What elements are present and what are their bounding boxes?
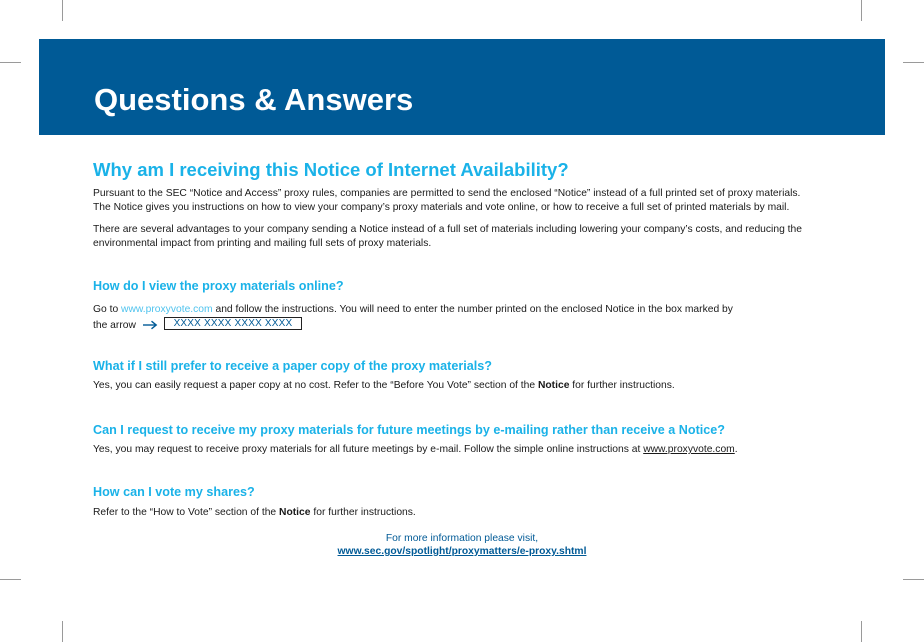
answer-text: Yes, you can easily request a paper copy at no cost. Refer to the “Before You Vote” section of the	[93, 380, 538, 391]
crop-mark	[0, 579, 21, 580]
question-view-online: How do I view the proxy materials online?	[93, 279, 344, 293]
notice-emphasis: Notice	[537, 380, 570, 391]
arrow-row	[93, 318, 293, 332]
control-number-box: XXXX XXXX XXXX XXXX	[164, 317, 302, 330]
question-paper-copy: What if I still prefer to receive a paper copy of the proxy materials?	[93, 359, 492, 373]
crop-mark	[0, 62, 21, 63]
answer-view-online	[93, 303, 833, 317]
answer-text: for further instructions.	[569, 380, 675, 391]
arrow-label: the arrow	[93, 319, 136, 331]
answer-text: Go to	[93, 304, 122, 315]
answer-text: for further instructions.	[310, 507, 416, 518]
answer-text: Yes, you may request to receive proxy materials for all future meetings by e-mail. Follow the simple online instructions at	[93, 444, 644, 455]
intro-paragraph-2-line-1: There are several advantages to your company sending a Notice instead of a full set of materials including lowering your company’s costs, and reducing the	[93, 224, 802, 235]
crop-mark	[62, 0, 63, 21]
answer-vote-shares	[93, 506, 833, 520]
answer-text: and follow the instructions. You will need to enter the number printed on the enclosed Notice in the box marked by	[212, 304, 733, 315]
question-email-delivery: Can I request to receive my proxy materials for future meetings by e-mailing rather than receive a Notice?	[93, 423, 725, 437]
proxyvote-link[interactable]: www.proxyvote.com	[121, 304, 213, 315]
sec-eproxy-link[interactable]: www.sec.gov/spotlight/proxymatters/e-proxy.shtml	[337, 546, 587, 557]
intro-paragraph-1-line-1: Pursuant to the SEC “Notice and Access” proxy rules, companies are permitted to send the enclosed “Notice” instead of a full printed set of proxy materials.	[93, 188, 801, 199]
question-vote-shares: How can I vote my shares?	[93, 485, 255, 499]
intro-paragraph-2	[93, 223, 833, 250]
crop-mark	[62, 621, 63, 642]
page-title: Questions & Answers	[94, 82, 414, 117]
crop-mark	[861, 0, 862, 21]
right-arrow-icon	[142, 320, 158, 330]
crop-mark	[861, 621, 862, 642]
proxyvote-link[interactable]: www.proxyvote.com	[643, 444, 735, 455]
intro-paragraph-1-line-2: The Notice gives you instructions on how to view your company’s proxy materials and vote online, or how to receive a full set of printed materials by mail.	[93, 201, 790, 213]
notice-emphasis: Notice	[279, 507, 311, 518]
header-banner	[39, 39, 885, 135]
crop-mark	[903, 62, 924, 63]
answer-text: Refer to the “How to Vote” section of the	[93, 507, 280, 518]
intro-paragraph-2-line-2: environmental impact from printing and mailing full sets of proxy materials.	[93, 237, 432, 249]
intro-heading: Why am I receiving this Notice of Internet Availability?	[93, 159, 569, 180]
intro-paragraph-1	[93, 187, 833, 214]
answer-text: .	[734, 444, 738, 455]
answer-email-delivery	[93, 443, 833, 457]
footer-link-row	[0, 545, 924, 559]
answer-paper-copy	[93, 379, 833, 393]
footer-info: For more information please visit,	[385, 533, 539, 544]
crop-mark	[903, 579, 924, 580]
